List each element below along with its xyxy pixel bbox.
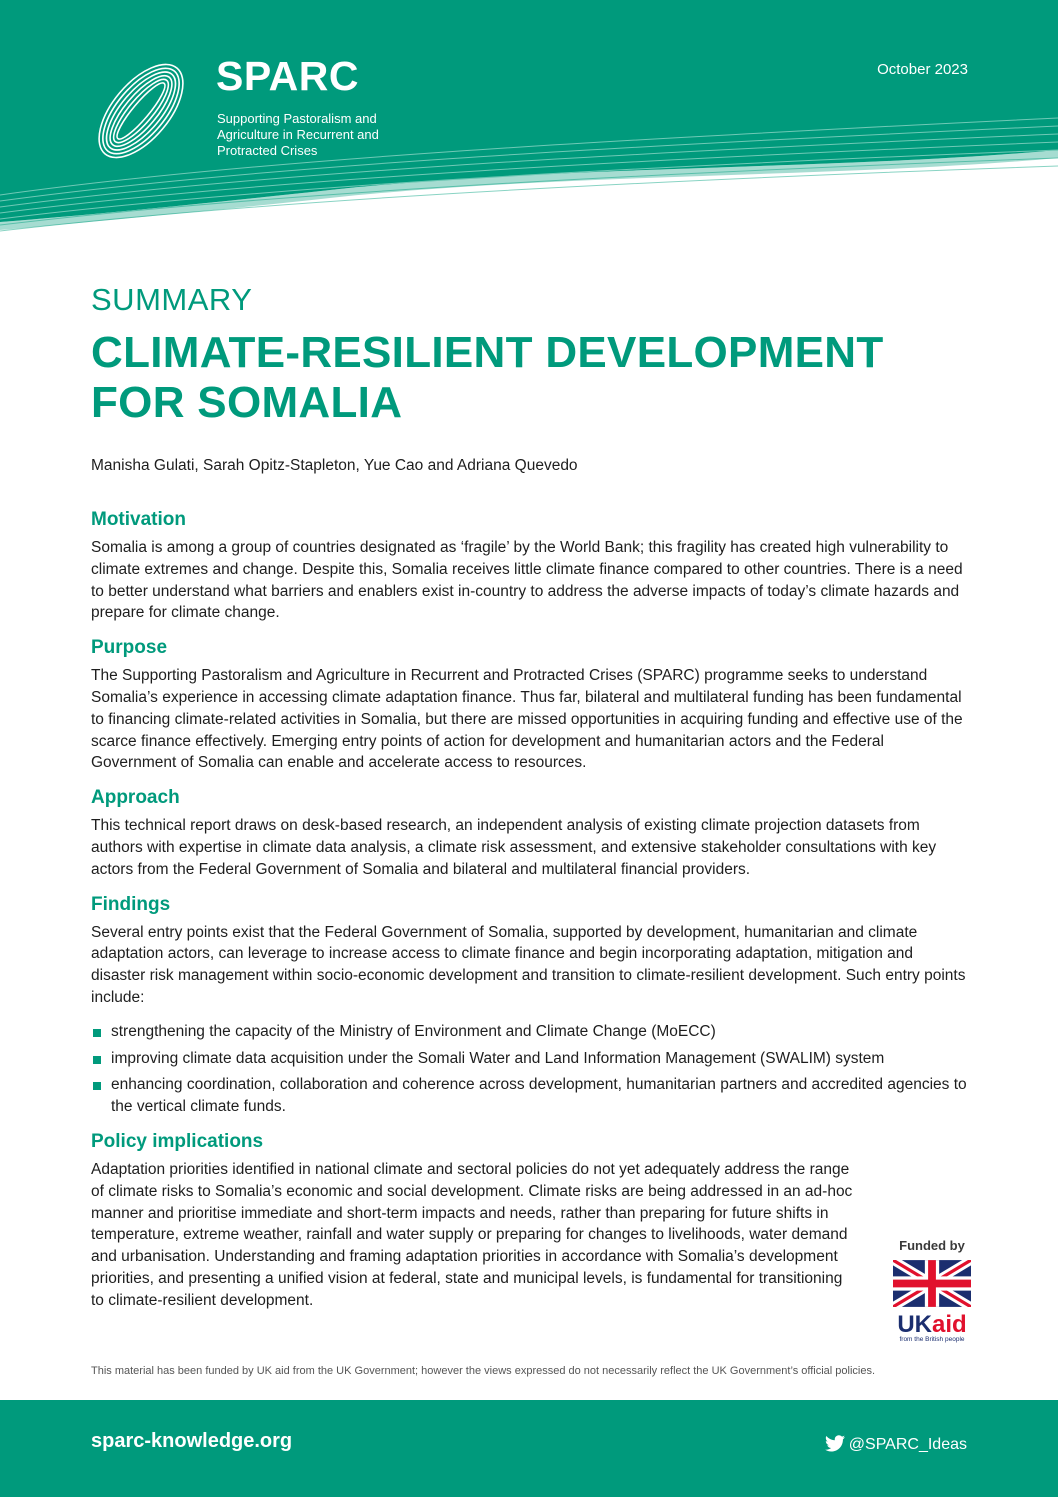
summary-content	[91, 508, 971, 1324]
section-body: The Supporting Pastoralism and Agriculture in Recurrent and Protracted Crises (SPARC) programme seeks to understand Somalia’s experience in accessing climate adaptation finance. Thus far, bilateral and multilateral funding has been fundamental to financing climate-related activities in Somalia, but there are missed opportunities in acquiring funding and effective use of the scarce finance effectively. Emerging entry points of action for development and humanitarian actors and the Federal Government of Somalia can enable and accelerate access to resources.	[91, 667, 963, 772]
twitter-handle-link[interactable]	[825, 1435, 967, 1457]
funded-by-label: Funded by	[899, 1238, 965, 1253]
union-flag-icon	[893, 1260, 971, 1312]
bullet-square-icon	[93, 1082, 101, 1090]
footer-bar	[0, 1400, 1058, 1497]
ukaid-tagline: from the British people	[899, 1336, 965, 1343]
section-motivation	[91, 508, 971, 624]
bullet-square-icon	[93, 1056, 101, 1064]
entry-points-list	[91, 1021, 971, 1118]
bullet-square-icon	[93, 1029, 101, 1037]
section-policy-implications	[91, 1130, 971, 1312]
list-item	[91, 1074, 971, 1118]
document-kicker: SUMMARY	[91, 282, 253, 317]
ukaid-logo: UKaid	[897, 1311, 967, 1338]
header-banner	[0, 0, 1058, 250]
section-purpose	[91, 636, 971, 774]
twitter-handle: @SPARC_Ideas	[848, 1436, 967, 1453]
list-item	[91, 1021, 971, 1043]
document-title: CLIMATE-RESILIENT DEVELOPMENT FOR SOMALIA	[91, 328, 884, 427]
twitter-bird-icon	[825, 1435, 845, 1457]
section-body: Several entry points exist that the Federal Government of Somalia, supported by development, humanitarian and climate adaptation actors, can leverage to increase access to climate finance and begin incorporating adaptation, mitigation and disaster risk management within socio-economic development and transition to climate-resilient development. Such entry points include:	[91, 923, 966, 1006]
section-heading: Policy implications	[91, 1130, 264, 1152]
list-item-text: strengthening the capacity of the Ministry of Environment and Climate Change (MoECC)	[111, 1022, 716, 1040]
list-item-text: improving climate data acquisition under the Somali Water and Land Information Management (SWALIM) system	[111, 1049, 885, 1067]
list-item-text: enhancing coordination, collaboration and coherence across development, humanitarian partners and accredited agencies to the vertical climate funds.	[111, 1076, 967, 1116]
funder-block	[893, 1238, 971, 1343]
publication-date: October 2023	[877, 61, 968, 78]
section-body: Somalia is among a group of countries designated as ‘fragile’ by the World Bank; this fragility has created high vulnerability to climate extremes and change. Despite this, Somalia receives little climate finance compared to other countries. There is a need to better understand what barriers and enablers exist in-country to address the adverse impacts of today’s climate hazards and prepare for climate change.	[91, 539, 963, 622]
section-heading: Motivation	[91, 509, 186, 530]
website-link[interactable]: sparc-knowledge.org	[91, 1430, 293, 1452]
section-body: Adaptation priorities identified in national climate and sectoral policies do not yet adequately address the range of climate risks to Somalia’s economic and social development. Climate risks are being addressed in an ad-hoc manner and prioritise immediate and short-term impacts and needs, rather than preparing for future shifts in temperature, extreme weather, rainfall and water supply or preparing for changes to livelihoods, water demand and urbanisation. Understanding and framing adaptation priorities in accordance with Somalia’s development priorities, and presenting a unified vision at federal, state and municipal levels, is fundamental for transitioning to climate-resilient development.	[91, 1160, 853, 1309]
section-body: This technical report draws on desk-based research, an independent analysis of existing climate projection datasets from authors with expertise in climate data analysis, a climate risk assessment, and extensive stakeholder consultations with key actors from the Federal Government of Somalia and bilateral and multilateral financial providers.	[91, 817, 937, 878]
logo-tagline: Supporting Pastoralism and Agriculture in Recurrent and Protracted Crises	[217, 111, 379, 158]
authors: Manisha Gulati, Sarah Opitz-Stapleton, Yue Cao and Adriana Quevedo	[91, 457, 578, 474]
section-heading: Purpose	[91, 637, 168, 659]
section-findings	[91, 893, 971, 1118]
list-item	[91, 1048, 971, 1070]
funding-disclaimer: This material has been funded by UK aid from the UK Government; however the views expressed do not necessarily reflect the UK Government’s official policies.	[91, 1365, 876, 1377]
logo-wordmark: SPARC	[216, 53, 359, 99]
section-approach	[91, 786, 971, 880]
section-heading: Findings	[91, 893, 171, 915]
section-heading: Approach	[91, 787, 180, 809]
